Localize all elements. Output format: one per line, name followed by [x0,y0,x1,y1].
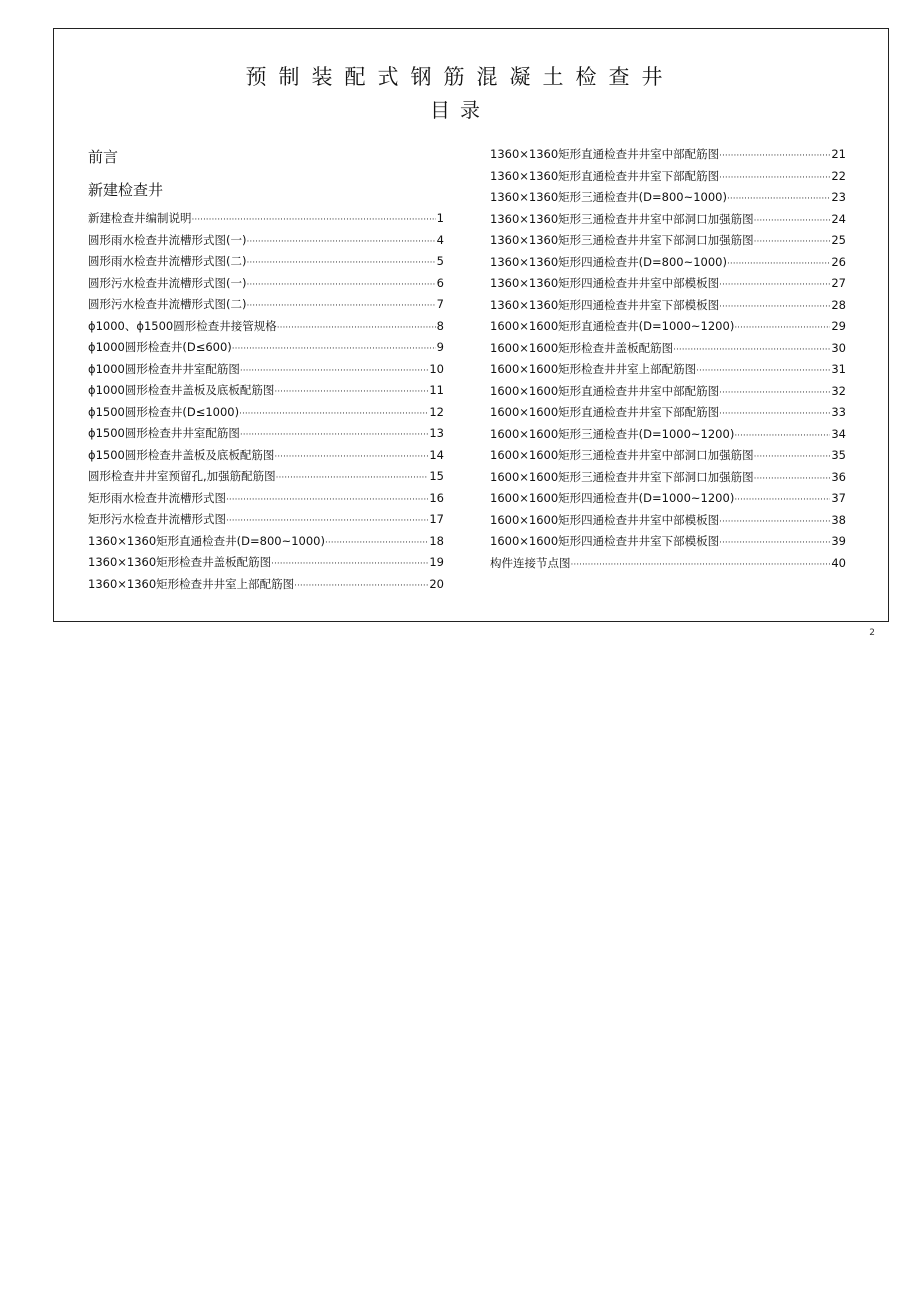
toc-entry-label: ϕ1000、ϕ1500圆形检查井接管规格 [88,318,277,333]
toc-entry[interactable] [88,533,444,555]
toc-entry-page: 39 [831,534,846,548]
toc-entry-label: 1360×1360矩形直通检查井井室中部配筋图 [490,147,720,161]
toc-entry-label: ϕ1000圆形检查井井室配筋图 [88,361,240,376]
toc-entry-label: 矩形污水检查井流槽形式图 [88,512,226,526]
toc-entry-label: 1600×1600矩形检查井盖板配筋图 [490,340,674,355]
toc-entry[interactable] [490,469,846,491]
toc-entry[interactable] [490,211,846,233]
toc-leader-dots [719,280,830,290]
toc-entry-page: 22 [831,168,846,183]
toc-leader-dots [754,237,831,247]
toc-entry[interactable] [490,189,846,211]
toc-leader-dots [754,216,831,226]
toc-entry-label: 1600×1600矩形直通检查井(D=1000~1200) [490,319,735,333]
toc-entry-page: 23 [831,190,846,204]
toc-leader-dots [246,237,435,247]
toc-leader-dots [325,538,428,548]
toc-leader-dots [246,258,435,268]
toc-entry-page: 18 [429,533,444,548]
toc-entry-page: 27 [831,276,846,290]
toc-leader-dots [754,452,831,462]
toc-entry-label: 圆形检查井井室预留孔,加强筋配筋图 [88,469,276,483]
toc-entry[interactable] [490,232,846,254]
toc-leader-dots [246,301,435,311]
toc-entry-label: ϕ1500圆形检查井(D≤1000) [88,404,240,419]
toc-entry-label: ϕ1500圆形检查井井室配筋图 [88,426,240,440]
toc-entry-label: 1600×1600矩形四通检查井(D=1000~1200) [490,491,735,505]
toc-entry-page: 8 [436,318,444,333]
toc-entry-page: 20 [429,576,444,591]
toc-entry[interactable] [490,533,846,555]
toc-leader-dots [734,431,830,441]
toc-leader-dots [734,323,830,333]
toc-left-column [88,210,444,597]
section-new-inspection-well: 新建检查井 [88,181,164,199]
toc-entry[interactable] [490,275,846,297]
toc-entry-page: 4 [436,232,444,247]
toc-entry[interactable] [490,426,846,448]
toc-entry[interactable] [490,447,846,469]
toc-entry[interactable] [88,382,444,404]
toc-entry[interactable] [88,554,444,576]
toc-entry-label: 1600×1600矩形三通检查井井室中部洞口加强筋图 [490,448,754,462]
toc-leader-dots [239,409,428,419]
toc-leader-dots [719,409,830,419]
toc-entry-page: 30 [831,340,846,355]
toc-entry-label: 构件连接节点图 [490,555,571,570]
toc-entry[interactable] [88,339,444,361]
toc-entry-label: 1360×1360矩形三通检查井井室下部洞口加强筋图 [490,233,754,247]
toc-entry-page: 14 [429,447,444,462]
toc-entry-label: 1600×1600矩形四通检查井井室中部模板图 [490,512,720,527]
toc-entry[interactable] [88,361,444,383]
toc-entry-page: 6 [436,275,444,290]
toc-entry[interactable] [88,232,444,254]
toc-entry-label: 1600×1600矩形三通检查井井室下部洞口加强筋图 [490,469,754,484]
toc-entry-label: 新建检查井编制说明 [88,211,192,225]
toc-entry-page: 10 [429,361,444,376]
toc-entry-page: 21 [831,147,846,161]
toc-leader-dots [696,366,830,376]
toc-entry-label: 1360×1360矩形检查井井室上部配筋图 [88,576,295,591]
toc-entry-label: 1360×1360矩形四通检查井井室中部模板图 [490,276,720,290]
toc-entry[interactable] [88,404,444,426]
toc-entry-page: 13 [429,426,444,440]
section-preface: 前言 [88,148,119,166]
toc-entry-label: 圆形污水检查井流槽形式图(二) [88,297,247,311]
toc-entry-page: 5 [436,254,444,268]
toc-entry-label: 圆形雨水检查井流槽形式图(二) [88,254,247,268]
toc-entry-page: 37 [831,491,846,505]
toc-leader-dots [192,215,436,225]
toc-leader-dots [754,474,831,484]
toc-entry-page: 29 [831,319,846,333]
toc-entry-page: 26 [831,254,846,269]
toc-entry[interactable] [490,340,846,362]
toc-entry-label: 1600×1600矩形四通检查井井室下部模板图 [490,534,720,548]
toc-entry-label: 1360×1360矩形三通检查井井室中部洞口加强筋图 [490,211,754,226]
toc-entry[interactable] [88,296,444,318]
toc-entry[interactable] [88,490,444,512]
toc-entry[interactable] [490,297,846,319]
toc-entry-page: 38 [831,512,846,527]
toc-entry[interactable] [490,318,846,340]
toc-entry-page: 15 [429,469,444,483]
toc-leader-dots [719,151,830,161]
toc-leader-dots [274,452,428,462]
toc-entry-label: 1600×1600矩形直通检查井井室中部配筋图 [490,383,720,398]
toc-entry-page: 24 [831,211,846,226]
toc-entry-label: 矩形雨水检查井流槽形式图 [88,490,226,505]
toc-entry[interactable] [490,512,846,534]
toc-entry-page: 34 [831,426,846,441]
toc-entry-page: 11 [429,383,444,397]
toc-entry[interactable] [490,383,846,405]
toc-entry[interactable] [88,253,444,275]
toc-leader-dots [240,430,429,440]
toc-leader-dots [276,473,429,483]
toc-entry-page: 36 [831,469,846,484]
toc-entry-label: 1360×1360矩形四通检查井井室下部模板图 [490,297,720,312]
toc-leader-dots [226,516,428,526]
toc-leader-dots [277,323,436,333]
toc-leader-dots [719,538,830,548]
toc-leader-dots [271,559,428,569]
toc-leader-dots [719,388,830,398]
toc-leader-dots [719,173,830,183]
toc-entry-page: 7 [436,297,444,311]
toc-entry[interactable] [490,555,846,577]
toc-entry[interactable] [88,425,444,447]
toc-leader-dots [246,280,435,290]
toc-entry[interactable] [88,576,444,598]
toc-entry[interactable] [88,468,444,490]
toc-entry-page: 12 [429,404,444,419]
toc-entry[interactable] [490,146,846,168]
toc-entry-label: 1360×1360矩形检查井盖板配筋图 [88,555,272,569]
toc-entry-page: 35 [831,448,846,462]
document-title: 预制装配式钢筋混凝土检查井 [245,65,675,89]
toc-entry-label: ϕ1000圆形检查井(D≤600) [88,340,232,354]
document-subtitle: 目录 [430,98,490,122]
toc-entry-label: 圆形雨水检查井流槽形式图(一) [88,232,247,247]
page-number: 2 [869,628,875,638]
toc-entry-page: 17 [429,512,444,526]
toc-entry[interactable] [88,275,444,297]
toc-entry[interactable] [88,447,444,469]
toc-entry[interactable] [88,511,444,533]
toc-entry-page: 16 [429,490,444,505]
toc-leader-dots [571,560,831,570]
toc-leader-dots [734,495,830,505]
toc-entry[interactable] [490,254,846,276]
toc-entry-label: ϕ1500圆形检查井盖板及底板配筋图 [88,447,275,462]
toc-entry-page: 19 [429,555,444,569]
toc-entry-page: 28 [831,297,846,312]
toc-entry-page: 33 [831,405,846,419]
toc-leader-dots [727,259,830,269]
toc-entry-label: 圆形污水检查井流槽形式图(一) [88,275,247,290]
toc-entry-label: 1360×1360矩形直通检查井井室下部配筋图 [490,168,720,183]
toc-entry-page: 1 [436,211,444,225]
toc-entry[interactable] [490,168,846,190]
toc-entry-label: 1600×1600矩形检查井井室上部配筋图 [490,362,697,376]
toc-entry[interactable] [490,404,846,426]
toc-right-column [490,146,846,576]
toc-leader-dots [719,302,830,312]
toc-entry-label: 1360×1360矩形三通检查井(D=800~1000) [490,190,727,204]
toc-entry-page: 31 [831,362,846,376]
toc-entry[interactable] [88,318,444,340]
toc-leader-dots [294,581,428,591]
toc-leader-dots [274,387,428,397]
toc-leader-dots [719,517,830,527]
toc-entry[interactable] [88,210,444,232]
toc-leader-dots [232,344,436,354]
toc-entry-page: 40 [831,555,846,570]
toc-leader-dots [673,345,830,355]
toc-entry[interactable] [490,361,846,383]
toc-entry-page: 9 [436,340,444,354]
toc-leader-dots [727,194,830,204]
toc-entry-label: ϕ1000圆形检查井盖板及底板配筋图 [88,383,275,397]
toc-entry[interactable] [490,490,846,512]
toc-entry-page: 32 [831,383,846,398]
toc-leader-dots [240,366,429,376]
toc-leader-dots [226,495,428,505]
toc-entry-page: 25 [831,233,846,247]
toc-entry-label: 1360×1360矩形直通检查井(D=800~1000) [88,533,325,548]
toc-entry-label: 1600×1600矩形三通检查井(D=1000~1200) [490,426,735,441]
toc-entry-label: 1360×1360矩形四通检查井(D=800~1000) [490,254,727,269]
toc-entry-label: 1600×1600矩形直通检查井井室下部配筋图 [490,405,720,419]
